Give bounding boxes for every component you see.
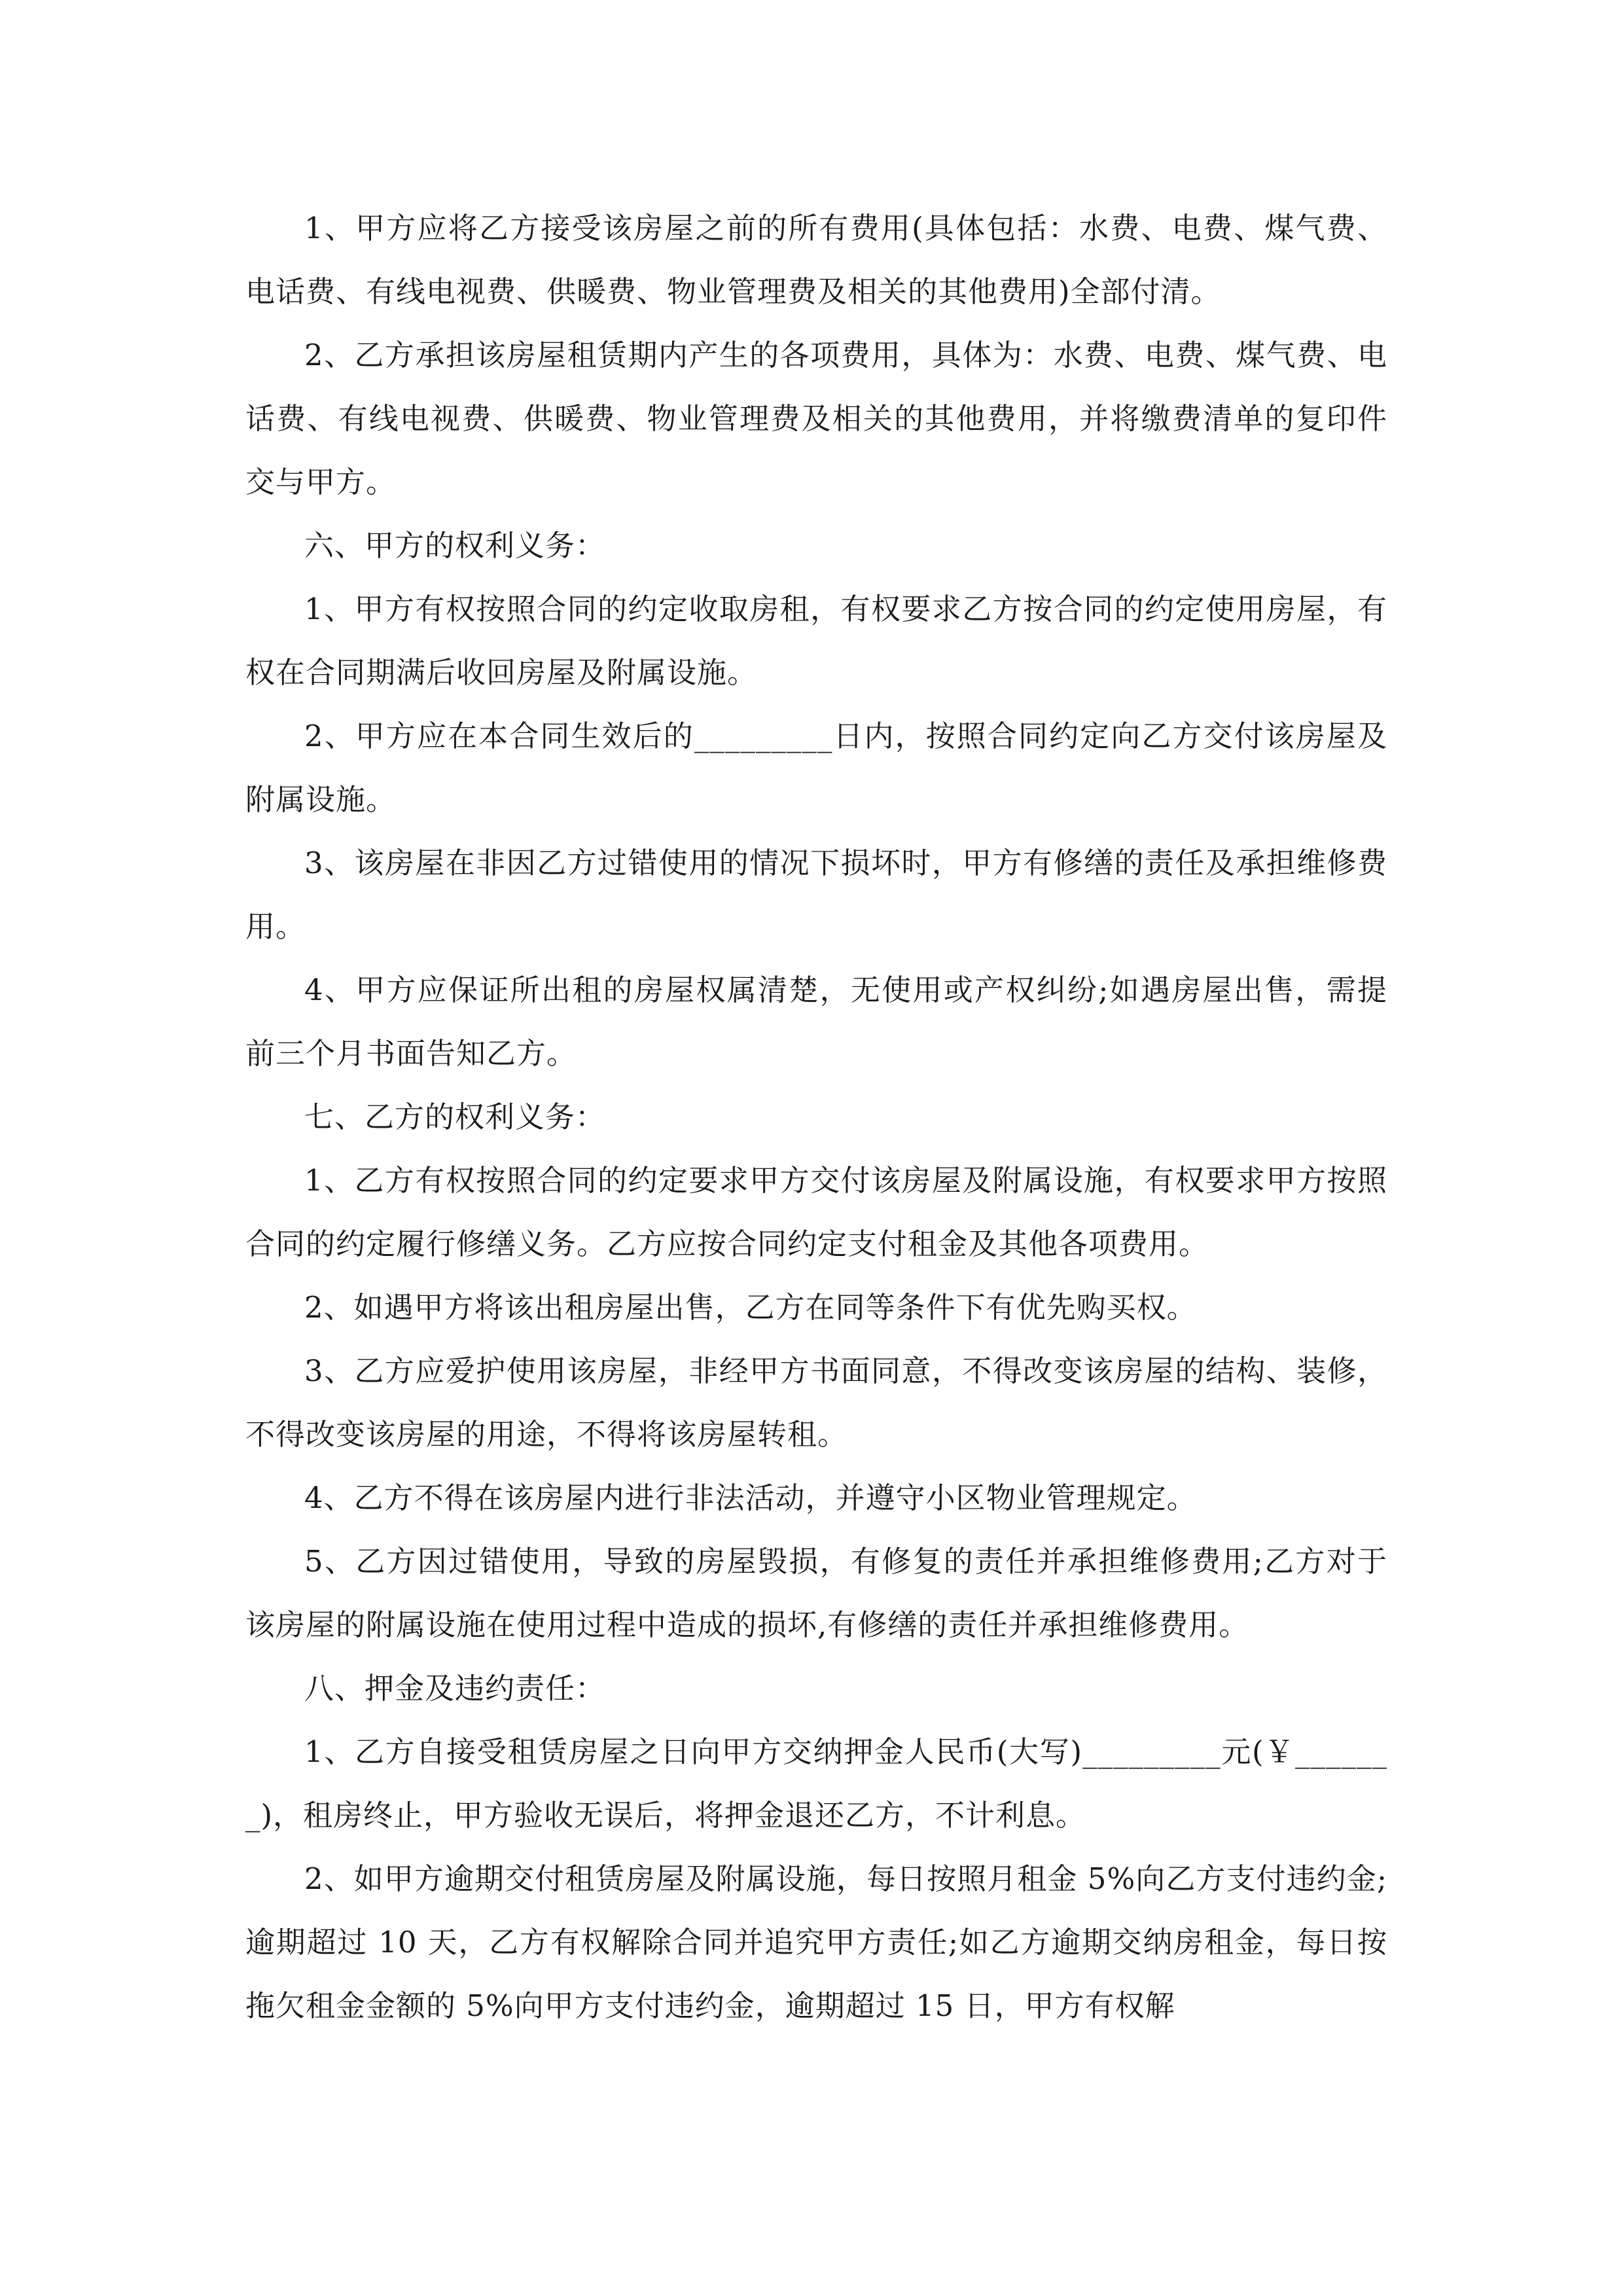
section-heading: 七、乙方的权利义务： [304, 1100, 606, 1134]
paragraph: 2、如甲方逾期交付租赁房屋及附属设施，每日按照月租金 5%向乙方支付违约金;逾期超过 10 天，乙方有权解除合同并追究甲方责任;如乙方逾期交纳房租金，每日按拖欠租金金额的 5%向甲方支付违约金，逾期超过 15 日，甲方有权解 [245, 1861, 1387, 2023]
paragraph: 4、甲方应保证所出租的房屋权属清楚，无使用或产权纠纷;如遇房屋出售，需提前三个月书面告知乙方。 [245, 973, 1387, 1071]
paragraph: 2、乙方承担该房屋租赁期内产生的各项费用，具体为：水费、电费、煤气费、电话费、有线电视费、供暖费、物业管理费及相关的其他费用，并将缴费清单的复印件交与甲方。 [245, 338, 1387, 499]
section-heading: 八、押金及违约责任： [304, 1671, 606, 1706]
paragraph: 1、甲方应将乙方接受该房屋之前的所有费用(具体包括：水费、电费、煤气费、电话费、有线电视费、供暖费、物业管理费及相关的其他费用)全部付清。 [245, 211, 1387, 309]
document-body [245, 196, 1387, 2037]
paragraph: 1、甲方有权按照合同的约定收取房租，有权要求乙方按合同的约定使用房屋，有权在合同期满后收回房屋及附属设施。 [245, 592, 1387, 690]
paragraph: 3、该房屋在非因乙方过错使用的情况下损坏时，甲方有修缮的责任及承担维修费用。 [245, 846, 1387, 944]
paragraph: 1、乙方自接受租赁房屋之日向甲方交纳押金人民币(大写)_________元(￥_______)，租房终止，甲方验收无误后，将押金退还乙方，不计利息。 [245, 1734, 1387, 1833]
paragraph: 5、乙方因过错使用，导致的房屋毁损，有修复的责任并承担维修费用;乙方对于该房屋的附属设施在使用过程中造成的损坏,有修缮的责任并承担维修费用。 [245, 1544, 1387, 1642]
paragraph: 1、乙方有权按照合同的约定要求甲方交付该房屋及附属设施，有权要求甲方按照合同的约定履行修缮义务。乙方应按合同约定支付租金及其他各项费用。 [245, 1163, 1387, 1261]
section-heading: 六、甲方的权利义务： [304, 528, 606, 563]
paragraph: 2、如遇甲方将该出租房屋出售，乙方在同等条件下有优先购买权。 [304, 1290, 1197, 1325]
paragraph: 3、乙方应爱护使用该房屋，非经甲方书面同意，不得改变该房屋的结构、装修，不得改变该房屋的用途，不得将该房屋转租。 [245, 1354, 1387, 1452]
paragraph: 2、甲方应在本合同生效后的_________日内，按照合同约定向乙方交付该房屋及附属设施。 [245, 719, 1387, 817]
paragraph: 4、乙方不得在该房屋内进行非法活动，并遵守小区物业管理规定。 [304, 1480, 1197, 1515]
